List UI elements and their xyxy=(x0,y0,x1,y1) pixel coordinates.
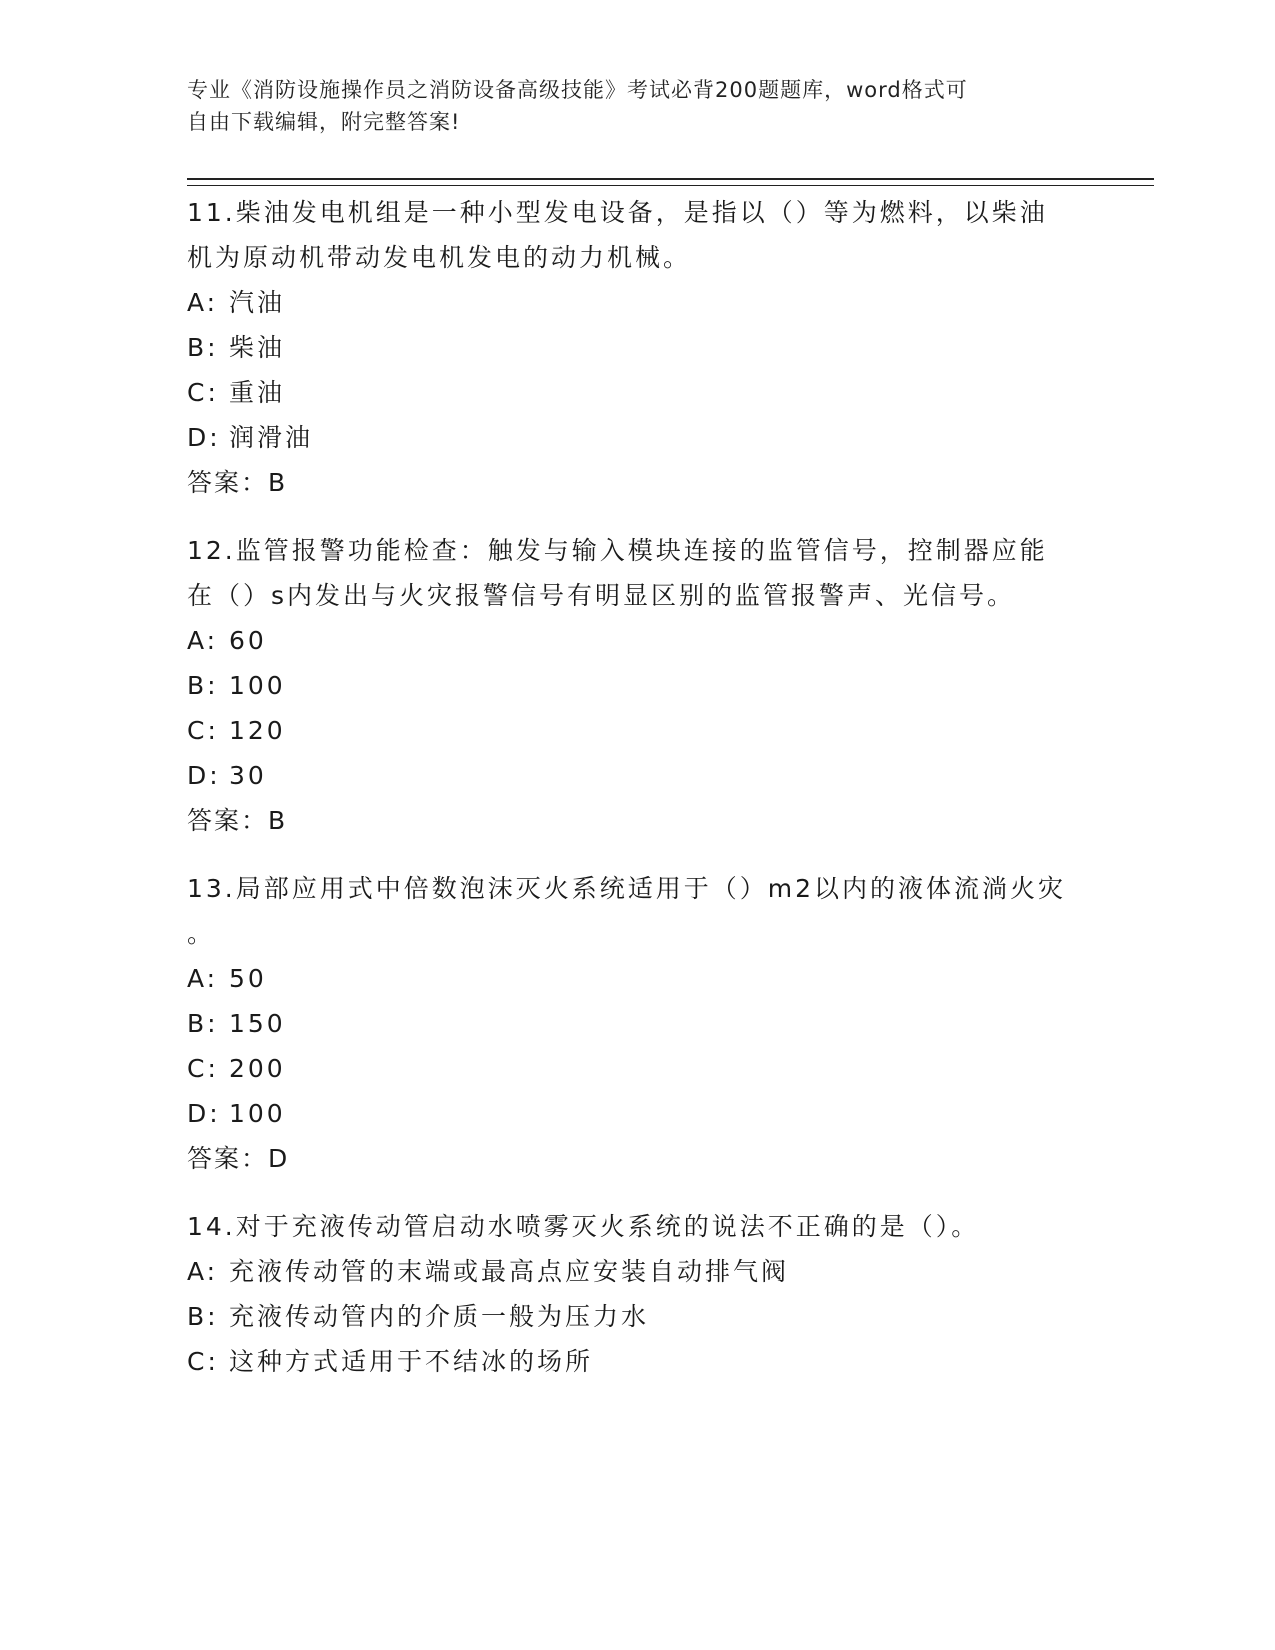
option-text: 充液传动管的末端或最高点应安装自动排气阀 xyxy=(229,1257,790,1286)
option-c xyxy=(187,1046,1087,1091)
option-a xyxy=(187,618,1087,663)
question-stem: 12.监管报警功能检查：触发与输入模块连接的监管信号，控制器应能 xyxy=(187,536,1048,565)
option-text: 润滑油 xyxy=(229,423,314,452)
question-stem: 11.柴油发电机组是一种小型发电设备，是指以（）等为燃料，以柴油 xyxy=(187,198,1048,227)
question-stem: 14.对于充液传动管启动水喷雾灭火系统的说法不正确的是（）。 xyxy=(187,1212,980,1241)
option-d xyxy=(187,753,1087,798)
option-text: 100 xyxy=(229,671,286,700)
option-key: C: xyxy=(187,716,219,745)
option-b xyxy=(187,1294,1087,1339)
option-text: 120 xyxy=(229,716,286,745)
option-text: 60 xyxy=(229,626,267,655)
header-title-line-2: 自由下载编辑，附完整答案! xyxy=(187,110,461,134)
option-text: 100 xyxy=(229,1099,286,1128)
option-key: C: xyxy=(187,1054,219,1083)
option-key: B: xyxy=(187,671,219,700)
option-key: A: xyxy=(187,1257,219,1286)
answer-line: 答案：B xyxy=(187,468,288,497)
option-text: 这种方式适用于不结冰的场所 xyxy=(229,1347,594,1376)
option-text: 150 xyxy=(229,1009,286,1038)
option-c xyxy=(187,708,1087,753)
option-text: 充液传动管内的介质一般为压力水 xyxy=(229,1302,650,1331)
option-a xyxy=(187,1249,1087,1294)
option-text: 200 xyxy=(229,1054,286,1083)
option-key: B: xyxy=(187,333,219,362)
option-b xyxy=(187,325,1087,370)
option-key: D: xyxy=(187,1099,221,1128)
option-b xyxy=(187,1001,1087,1046)
header-title-line-1: 专业《消防设施操作员之消防设备高级技能》考试必背200题题库，word格式可 xyxy=(187,78,968,102)
option-d xyxy=(187,1091,1087,1136)
option-a xyxy=(187,956,1087,1001)
option-c xyxy=(187,1339,1087,1384)
option-key: A: xyxy=(187,626,219,655)
option-key: A: xyxy=(187,964,219,993)
option-a xyxy=(187,280,1087,325)
option-text: 30 xyxy=(229,761,267,790)
question-list xyxy=(187,190,1087,1407)
question-11 xyxy=(187,190,1087,505)
option-text: 重油 xyxy=(229,378,286,407)
option-b xyxy=(187,663,1087,708)
option-key: B: xyxy=(187,1009,219,1038)
option-key: C: xyxy=(187,378,219,407)
option-key: A: xyxy=(187,288,219,317)
question-13 xyxy=(187,866,1087,1181)
option-key: C: xyxy=(187,1347,219,1376)
option-c xyxy=(187,370,1087,415)
question-14 xyxy=(187,1204,1087,1384)
question-stem-continued: 在（）s内发出与火灾报警信号有明显区别的监管报警声、光信号。 xyxy=(187,581,1016,610)
question-stem-continued: 。 xyxy=(187,919,216,948)
question-stem-continued: 机为原动机带动发电机发电的动力机械。 xyxy=(187,243,692,272)
option-d xyxy=(187,415,1087,460)
question-stem: 13.局部应用式中倍数泡沫灭火系统适用于（）m2以内的液体流淌火灾 xyxy=(187,874,1067,903)
option-key: B: xyxy=(187,1302,219,1331)
question-12 xyxy=(187,528,1087,843)
header-divider xyxy=(187,178,1154,186)
option-key: D: xyxy=(187,423,221,452)
option-key: D: xyxy=(187,761,221,790)
option-text: 汽油 xyxy=(229,288,286,317)
answer-line: 答案：D xyxy=(187,1144,290,1173)
option-text: 柴油 xyxy=(229,333,286,362)
document-header xyxy=(187,74,1067,138)
option-text: 50 xyxy=(229,964,267,993)
answer-line: 答案：B xyxy=(187,806,288,835)
